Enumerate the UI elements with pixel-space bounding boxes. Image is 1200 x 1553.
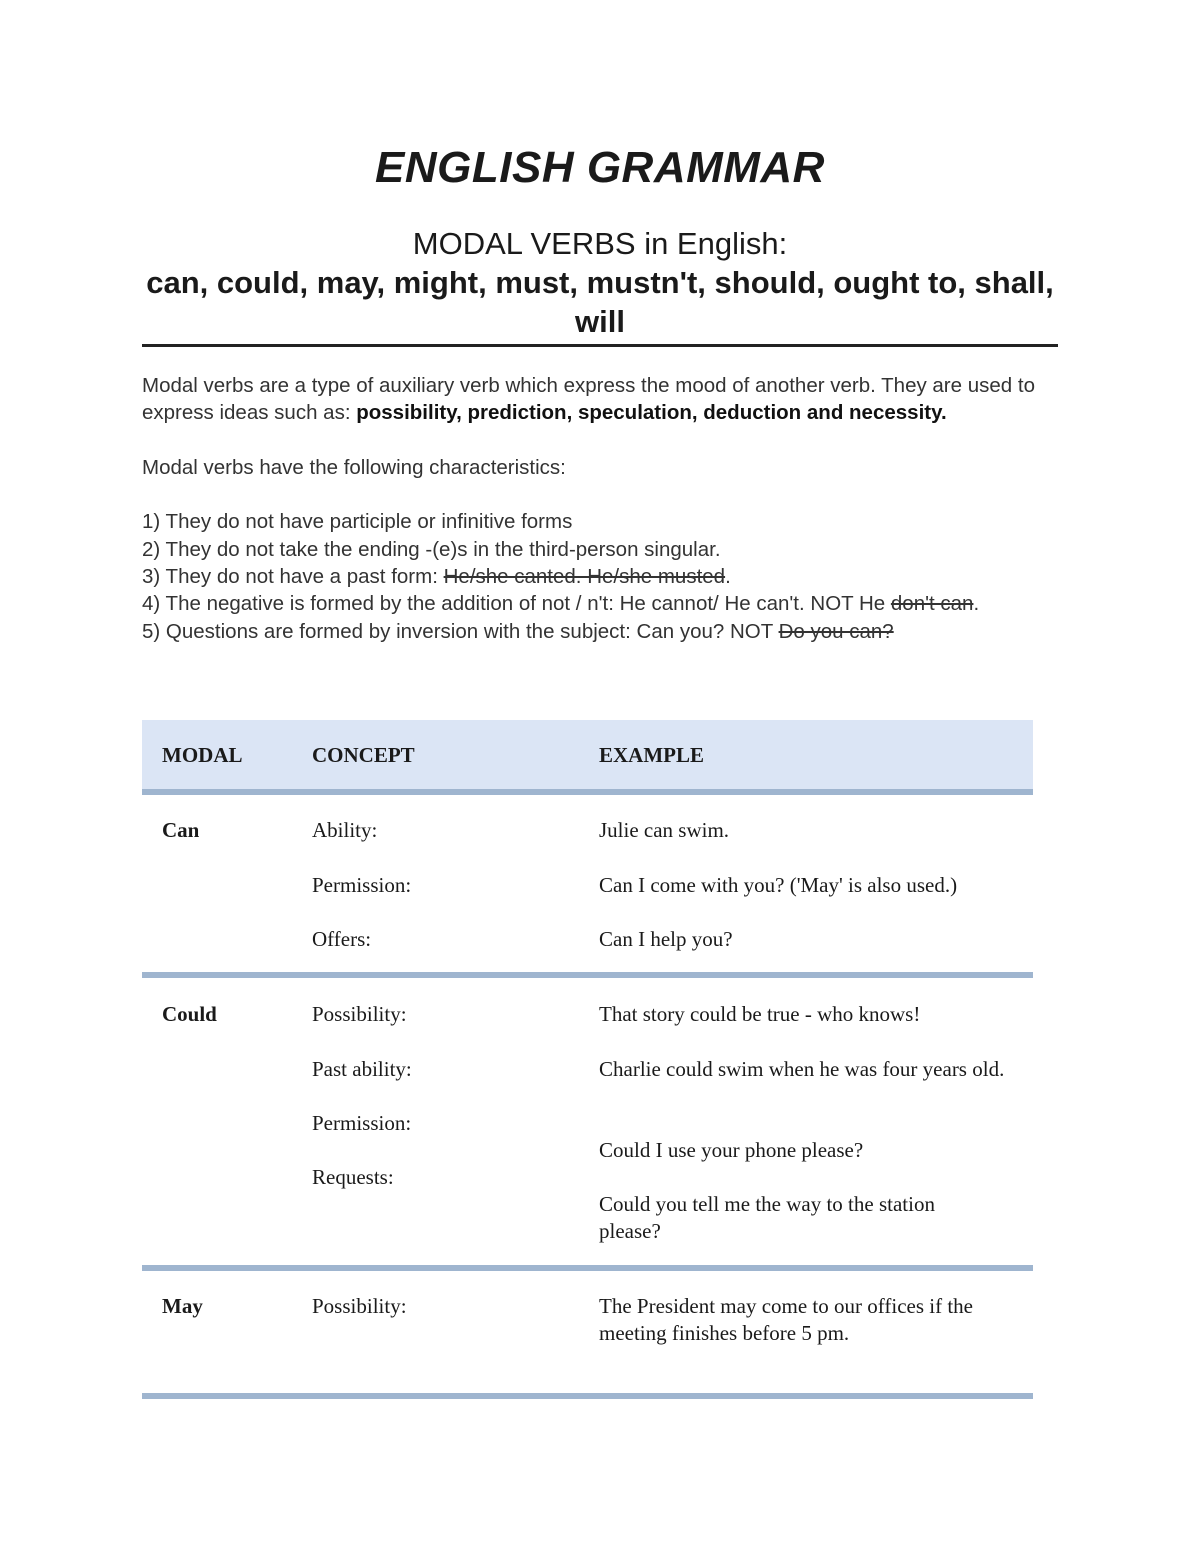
characteristics-heading: Modal verbs have the following characteristics: bbox=[142, 455, 566, 479]
column-header-example: EXAMPLE bbox=[599, 743, 704, 767]
intro-text bbox=[142, 372, 1062, 645]
table-header-band bbox=[142, 720, 1033, 790]
document-subtitle bbox=[142, 224, 1058, 341]
strikethrough-example: He/she canted. He/she musted bbox=[443, 565, 726, 589]
concept-cell: Ability: bbox=[312, 818, 378, 842]
row-divider bbox=[142, 972, 1033, 978]
document-title: ENGLISH GRAMMAR bbox=[375, 143, 825, 192]
header-divider bbox=[142, 789, 1033, 795]
characteristic-item: 1) They do not have participle or infinitive forms bbox=[142, 510, 573, 534]
row-divider bbox=[142, 1265, 1033, 1271]
item-text: . bbox=[973, 592, 980, 616]
concept-cell: Permission: bbox=[312, 1111, 412, 1135]
concept-cell: Permission: bbox=[312, 873, 412, 897]
example-cell: The President may come to our offices if the meeting finishes before 5 pm. bbox=[599, 1294, 974, 1345]
concept-cell: Requests: bbox=[312, 1165, 394, 1189]
item-text: 3) They do not have a past form: bbox=[142, 565, 444, 589]
concept-cell: Offers: bbox=[312, 927, 372, 951]
title-divider bbox=[142, 344, 1058, 347]
strikethrough-example: don't can bbox=[890, 592, 974, 616]
example-cell: Could I use your phone please? bbox=[599, 1138, 864, 1162]
column-header-modal: MODAL bbox=[162, 743, 243, 767]
item-text: . bbox=[725, 565, 731, 589]
characteristic-item bbox=[142, 590, 1062, 617]
example-cell: Charlie could swim when he was four years old. bbox=[599, 1057, 1005, 1081]
intro-highlight: possibility, prediction, speculation, deduction and necessity. bbox=[356, 401, 947, 425]
subtitle-line: MODAL VERBS in English: bbox=[412, 226, 788, 261]
concept-cell: Past ability: bbox=[312, 1057, 412, 1081]
modal-verbs-list: can, could, may, might, must, mustn't, should, ought to, shall, will bbox=[146, 265, 1054, 339]
strikethrough-example: Do you can? bbox=[778, 619, 894, 643]
concept-cell: Possibility: bbox=[312, 1002, 407, 1026]
characteristic-item bbox=[142, 618, 1062, 645]
intro-sentence: Modal verbs are a type of auxiliary verb which express the mood of another verb. They are used to express ideas such as: bbox=[142, 374, 1035, 425]
item-text: 5) Questions are formed by inversion with the subject: Can you? NOT bbox=[142, 619, 779, 643]
example-cell: Could you tell me the way to the station please? bbox=[599, 1192, 935, 1243]
intro-paragraph bbox=[142, 372, 1062, 427]
modal-could: Could bbox=[162, 1002, 217, 1026]
example-cell: That story could be true - who knows! bbox=[599, 1002, 921, 1026]
example-cell: Can I come with you? ('May' is also used.) bbox=[599, 873, 958, 897]
modal-can: Can bbox=[162, 818, 200, 842]
example-cell: Julie can swim. bbox=[599, 818, 730, 842]
concept-cell: Possibility: bbox=[312, 1294, 407, 1318]
modal-may: May bbox=[162, 1294, 203, 1318]
example-cell: Can I help you? bbox=[599, 927, 733, 951]
characteristic-item bbox=[142, 563, 1062, 590]
column-header-concept: CONCEPT bbox=[312, 743, 415, 767]
characteristic-item: 2) They do not take the ending -(e)s in the third-person singular. bbox=[142, 537, 721, 561]
row-divider bbox=[142, 1393, 1033, 1399]
item-text: 4) The negative is formed by the addition of not / n't: He cannot/ He can't. NOT He bbox=[142, 592, 891, 616]
